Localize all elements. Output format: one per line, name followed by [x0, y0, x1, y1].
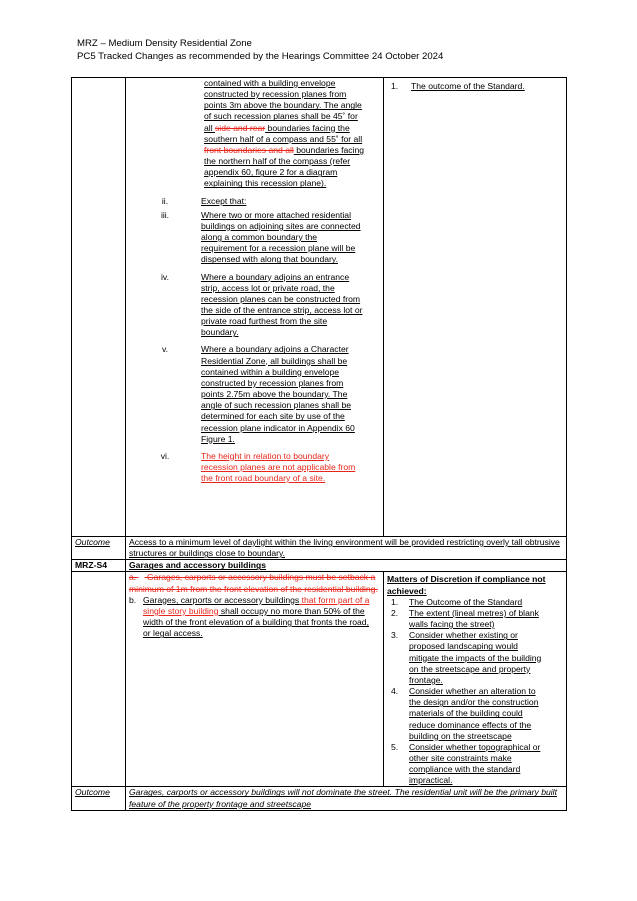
item-number: v. [161, 344, 169, 355]
item-number: 5. [391, 741, 399, 752]
list-item [129, 272, 380, 339]
document-header [77, 38, 443, 63]
item-text: Consider whether existing or proposed landscaping would mitigate the impacts of the building on the streetscape and property frontage. [409, 630, 542, 685]
intro-part: contained with a building envelope constructed by recession planes from points 3m above the boundary. The angle of such recession planes shall be 45˚ for all [204, 78, 362, 133]
outcome-label: Outcome [72, 787, 126, 810]
roman-list [129, 196, 380, 485]
outcome-text: Access to a minimum level of daylight within the living environment will be provided restricting overly tall obtrusive structures or buildings close to boundary. [126, 537, 567, 560]
rule-part: shall occupy no more than 50% of the width of the front elevation of a building that fronts the road, or legal access. [143, 605, 369, 639]
list-item [387, 742, 563, 787]
row1-code-cell [72, 78, 126, 537]
matters-heading: Matters of Discretion if compliance not achieved: [387, 574, 546, 596]
item-text: Consider whether an alteration to the design and/or the construction materials of the building could reduce dominance effects of the building on the streetscape [409, 686, 539, 741]
item-text-inserted: The height in relation to boundary recession planes are not applicable from the front road boundary of a site. [201, 450, 356, 484]
item-number: b. [129, 594, 137, 605]
s4-rules-list [129, 572, 380, 639]
s4-code-cell [72, 572, 126, 787]
item-number: iii. [160, 209, 170, 220]
standard-code: MRZ-S4 [72, 560, 126, 572]
rules-table [71, 77, 567, 811]
item-text: Where a boundary adjoins a Character Residential Zone, all buildings shall be contained within a building envelope constructed by recession planes from points 2.75m above the boundary. The angle of such recession planes shall be determined for each site by use of the recession plane indicator in Appendix 60 Figure 1. [201, 344, 355, 444]
list-item [387, 597, 563, 608]
list-item [129, 196, 380, 207]
row-outcome-1 [72, 537, 567, 560]
outcome-text: Garages, carports or accessory buildings will not dominate the street. The residential unit will be the primary built feature of the property frontage and streetscape [126, 787, 567, 810]
item-text: The extent (lineal metres) of blank walls facing the street) [409, 607, 539, 630]
item-number: iv. [161, 271, 169, 282]
matters-list [387, 597, 563, 787]
list-item [387, 630, 563, 686]
item-number: 3. [391, 630, 399, 641]
item-text: Where two or more attached residential buildings on adjoining sites are connected along a common boundary the requirement for a recession plane will be dispensed with along that boundary. [201, 209, 361, 265]
row1-matters-cell [384, 78, 567, 537]
s4-matters-cell [384, 572, 567, 787]
rule-part-inserted: that form part of a single story building [143, 594, 370, 616]
item-text: Where a boundary adjoins an entrance strip, access lot or private road, the recession planes can be constructed from the side of the entrance strip, access lot or private road furthest from the site boundary. [201, 271, 363, 338]
intro-part-deleted: side and rear [215, 122, 266, 133]
item-text-deleted: Garages, carports or accessory buildings must be setback a minimum of 1m from the front elevation of the residential building. [129, 572, 378, 594]
item-number: ii. [161, 195, 169, 206]
row1-standard-cell [126, 78, 384, 537]
intro-part: boundaries facing the northern half of the compass (refer appendix 60, figure 2 for a diagram explaining this recession plane). [204, 144, 365, 189]
list-item [129, 210, 380, 266]
intro-part-deleted: front boundaries and all [204, 144, 294, 155]
item-text: The outcome of the Standard. [411, 81, 525, 91]
item-number: 1. [391, 81, 399, 91]
list-item [129, 451, 380, 484]
row1-intro [204, 78, 366, 190]
rule-part: Garages, carports or accessory buildings [143, 594, 300, 605]
list-item [387, 608, 563, 630]
list-item [129, 595, 380, 640]
row-s4-body [72, 572, 567, 787]
header-line-2: PC5 Tracked Changes as recommended by the Hearings Committee 24 October 2024 [77, 50, 444, 62]
row-outcome-2 [72, 787, 567, 810]
intro-part: boundaries facing the southern half of a compass and 55˚ for all [204, 122, 363, 144]
list-item [129, 572, 380, 594]
s4-standard-cell [126, 572, 384, 787]
outcome-label: Outcome [72, 537, 126, 560]
item-number: 2. [391, 607, 399, 618]
item-text: The Outcome of the Standard [409, 596, 523, 607]
item-number: 1. [391, 596, 399, 607]
list-item [387, 686, 563, 742]
matters-list [387, 81, 563, 92]
header-line-1: MRZ – Medium Density Residential Zone [77, 38, 252, 49]
item-number: vi. [160, 450, 170, 461]
item-number: 4. [391, 686, 399, 697]
row-s4-heading [72, 560, 567, 572]
list-item [387, 81, 563, 92]
row-recession-planes [72, 78, 567, 537]
item-text: Except that: [201, 195, 247, 206]
standard-title: Garages and accessory buildings [126, 560, 567, 572]
item-text: Consider whether topographical or other site constraints make compliance with the standard impractical. [409, 741, 541, 786]
item-number: a. [129, 572, 137, 583]
list-item [129, 344, 380, 444]
